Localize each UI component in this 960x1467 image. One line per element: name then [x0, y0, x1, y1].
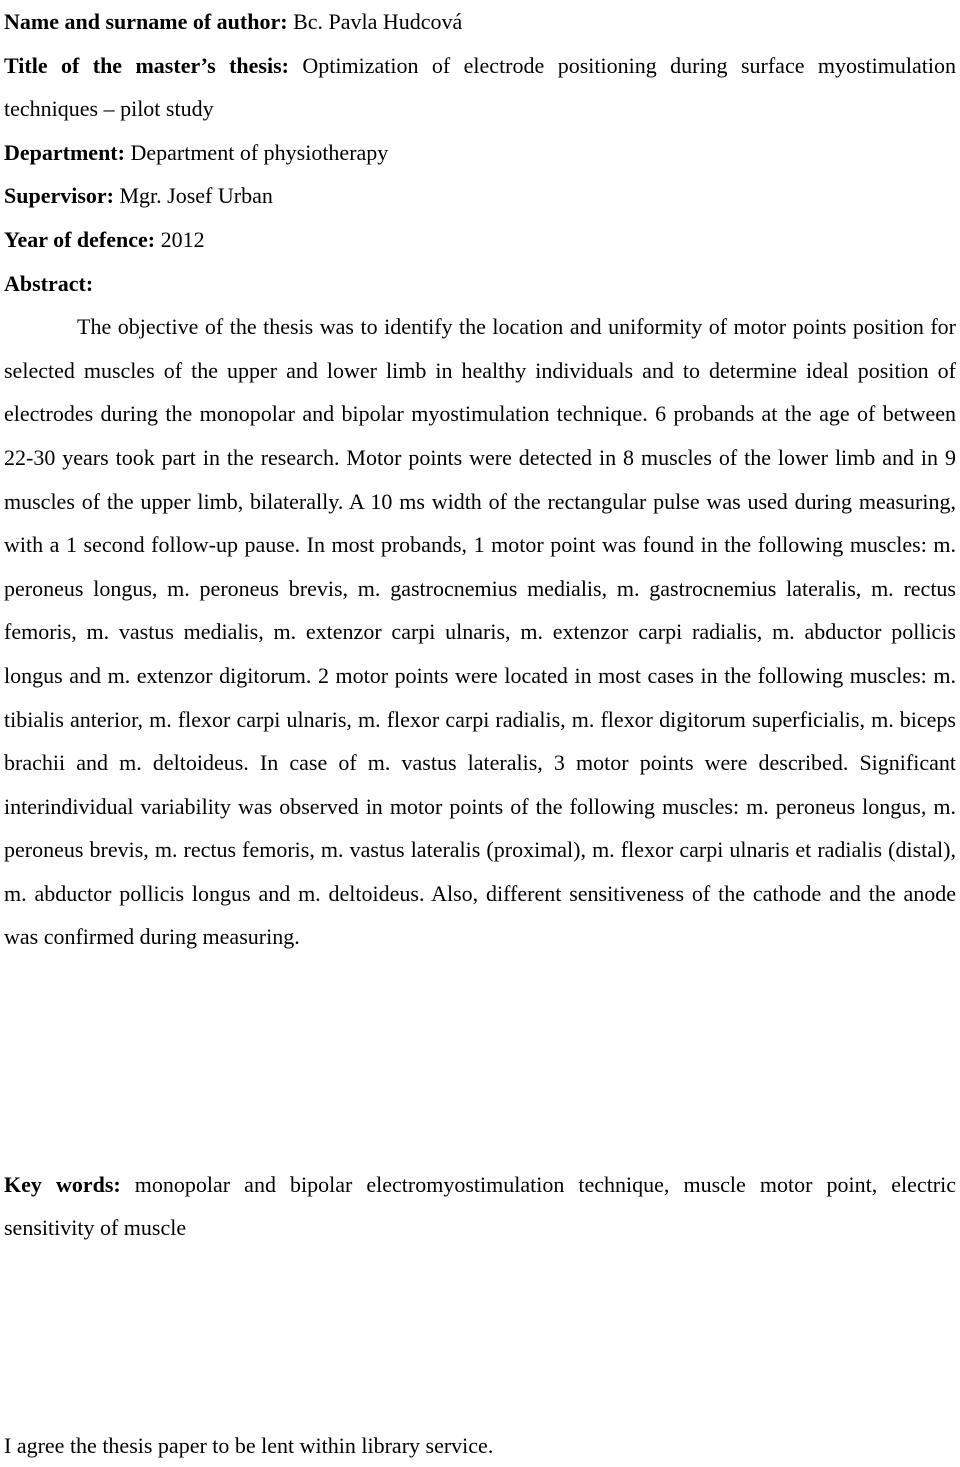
author-label: Name and surname of author:: [4, 9, 288, 34]
abstract-heading-line: [4, 262, 956, 306]
supervisor-line: [4, 174, 956, 218]
abstract-body: The objective of the thesis was to identify the location and uniformity of motor points position for selected muscles of the upper and lower limb in healthy individuals and to determine ideal position of electrodes during the monopolar and bipolar myostimulation technique. 6 probands at the age of between 22-30 years took part in the research. Motor points were detected in 8 muscles of the lower limb and in 9 muscles of the upper limb, bilaterally. A 10 ms width of the rectangular pulse was used during measuring, with a 1 second follow-up pause. In most probands, 1 motor point was found in the following muscles: m. peroneus longus, m. peroneus brevis, m. gastrocnemius medialis, m. gastrocnemius lateralis, m. rectus femoris, m. vastus medialis, m. extenzor carpi ulnaris, m. extenzor carpi radialis, m. abductor pollicis longus and m. extenzor digitorum. 2 motor points were located in most cases in the following muscles: m. tibialis anterior, m. flexor carpi ulnaris, m. flexor carpi radialis, m. flexor digitorum superficialis, m. biceps brachii and m. deltoideus. In case of m. vastus lateralis, 3 motor points were described. Significant interindividual variability was observed in motor points of the following muscles: m. peroneus longus, m. peroneus brevis, m. rectus femoris, m. vastus lateralis (proximal), m. flexor carpi ulnaris et radialis (distal), m. abductor pollicis longus and m. deltoideus. Also, different sensitiveness of the cathode and the anode was confirmed during measuring.: [4, 314, 956, 950]
author-line: [4, 0, 956, 44]
thesis-title-value: Optimization of electrode positioning during surface myostimulation techniques – pilot study: [4, 52, 956, 122]
department-label: Department:: [4, 139, 125, 165]
keywords-paragraph: [4, 1163, 956, 1249]
department-line: [4, 131, 956, 175]
department-value: Department of physiotherapy: [130, 139, 389, 165]
keywords-label: Key words:: [4, 1172, 121, 1197]
defence-year-value: 2012: [160, 226, 205, 252]
supervisor-value: Mgr. Josef Urban: [119, 183, 273, 209]
thesis-abstract-page: [4, 0, 956, 959]
supervisor-label: Supervisor:: [4, 183, 114, 209]
abstract-heading: Abstract:: [4, 270, 94, 296]
keywords-value: monopolar and bipolar electromyostimulation technique, muscle motor point, electric sensitivity of muscle: [4, 1172, 957, 1240]
library-agreement-statement: I agree the thesis paper to be lent within library service.: [4, 1433, 494, 1458]
thesis-title-label: Title of the master’s thesis:: [4, 52, 289, 78]
thesis-title-line: [4, 44, 956, 131]
author-value: Bc. Pavla Hudcová: [293, 9, 463, 34]
defence-year-line: [4, 218, 956, 262]
defence-year-label: Year of defence:: [4, 226, 156, 252]
